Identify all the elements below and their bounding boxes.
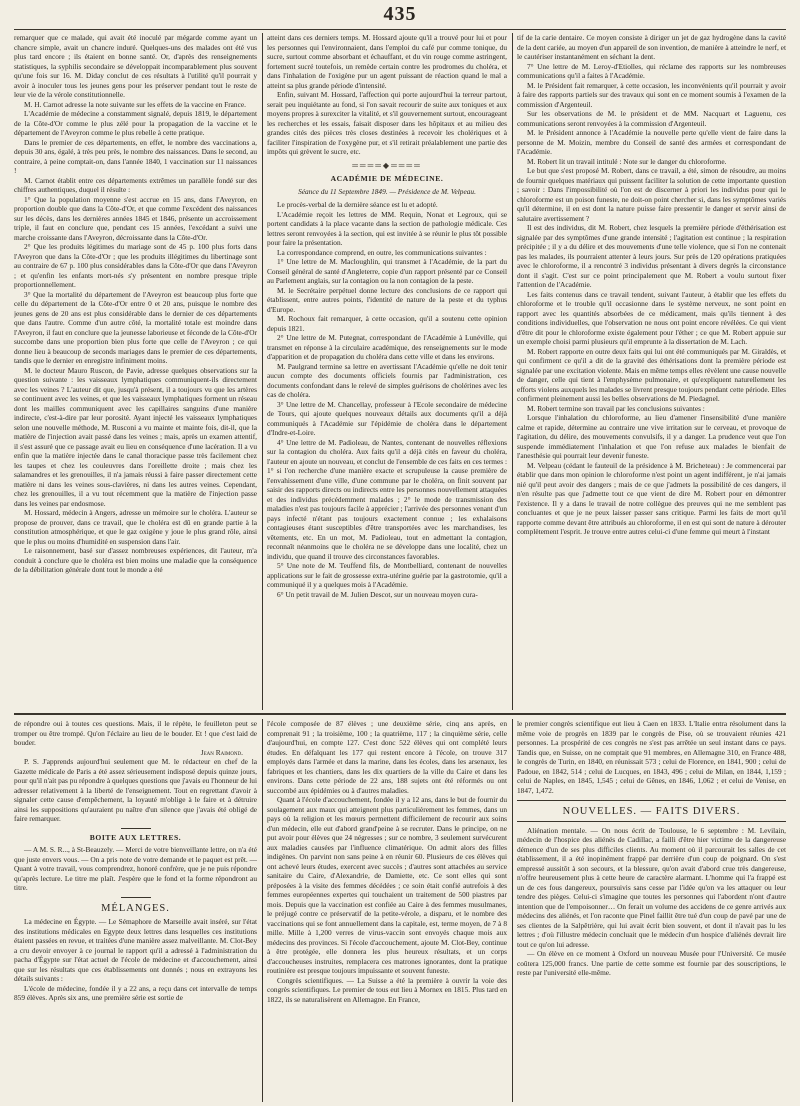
paragraph: Le procès-verbal de la dernière séance est lu et adopté. — [277, 200, 438, 209]
top-rule — [14, 29, 786, 30]
paragraph: M. Carnot établit entre ces départements extrêmes un parallèle fondé sur des chiffres authentiques, duquel il résulte : — [14, 175, 257, 194]
paragraph: P. S. J'apprends aujourd'hui seulement que M. le rédacteur en chef de la Gazette médicale de Paris a été assez sérieusement indisposé depuis quinze jours, pour qu'il n'ait pas pu répondre à quelques questions que j'avais eu l'honneur de lui adresser relativement à la liberté de l'enseignement. Tout en regrettant d'avoir à signaler cette cause d'empêchement, la loyauté m'oblige à le faire et à détruire ainsi les suppositions qu'auraient pu naître d'un silence que j'avais été obligé de faire remarquer. — [14, 757, 257, 823]
paragraph: Dans le premier de ces départements, en effet, le nombre des vaccinations a, depuis 30 ans, égalé, à très peu près, le nombre des naissances. Dans le second, au contraire, à peine comptait-on, dans l'année 1840, 1 vaccination sur 11 naissances ! — [14, 137, 257, 175]
paragraph: M. le Secrétaire perpétuel donne lecture des conclusions de ce rapport qui établissent, entre autres points, l'identité de nature de la peste et du typhus d'Europe. — [267, 285, 507, 314]
paragraph: Le but que s'est proposé M. Robert, dans ce travail, a été, simon de résoudre, au moins de fournir quelques matériaux qui puissent faciliter la solution de cette importante question ; savoir : Dans l'impossibilité où l'on est de discerner à priori les individus pour qui le chloroforme est un poison funeste, ne doit-on point chercher si, dans les symptômes variés qu'il détermine, il en est dont la nature puisse faire pressentir le danger et servir ainsi de salutaire avertissement ? — [517, 166, 786, 223]
paragraph: M. le docteur Mauro Ruscon, de Pavie, adresse quelques observations sur la question suivante : les vaisseaux lymphatiques communiquent-ils directement avec les veines ? L'auteur dit que, jusqu'à présent, il a toujours vu que les artères se continuent avec les veines, et que les vaisseaux lymphatiques forment un réseau dont les mailles communiquent avec les capillaires sanguins d'une manière indirecte, c'est-à-dire par leur porosité. Ayant injecté les vaisseaux lymphatiques selon une nouvelle méthode, M. Rusconi a vu mainte et mainte fois, dit-il, que la matière de l'injection avait passé dans les veines ; mais, après un examen attentif, il s'est assuré que ce passage avait eu lieu en conséquence d'une lacération. Il a vu enfin que la matière injectée dans le canal thoracique passe très facilement chez les taupes et chez les couleuvres dans l'oreillette droite ; mais chez les salamandres et les grenouilles, il n'a jamais réussi à faire passer directement cette matière ni dans les veines sous-clavières, ni dans les autres veines. Cependant, chez les grenouilles, il a vu tout récemment que la matière de l'injection passe dans les veines par endosmose. — [14, 365, 257, 508]
paragraph: 3° Une lettre de M. Chancellay, professeur à l'Ecole secondaire de médecine de Tours, qui ajoute quelques nouveaux détails aux documents qu'il a déjà communiqués à l'Académie sur l'épidémie de choléra dans le département d'Indre-et-Loire. — [267, 399, 507, 437]
page-number: 435 — [383, 3, 417, 25]
paragraph: 7° Une lettre de M. Leroy-d'Etiolles, qui réclame des rapports sur les nombreuses communications qu'il a faites à l'Académie. — [517, 61, 786, 80]
paragraph: Lorsque l'inhalation du chloroforme, au lieu d'amener l'insensibilité d'une manière calme et rapide, détermine au contraire une vive irritation sur le cerveau, et provoque de l'agitation, du délire, des mouvements convulsifs, il y a danger. La prudence veut que l'on suspende immédiatement l'inhalation et que l'on refuse aux malades le bienfait de l'anesthésie qui pourrait leur devenir funeste. — [517, 413, 786, 460]
section-heading-academie: ACADÉMIE DE MÉDECINE. — [330, 174, 444, 183]
paragraph: le premier congrès scientifique eut lieu à Caen en 1833. L'Italie entra résolument dans la même voie de progrès en 1839 par le congrès de Pise, où se trouvaient réunies 421 personnes. La prospérité de ces congrès ne s'est pas arrêtée un seul instant dans ce pays. Tandis que, en Suisse, on ne comptait que 91 membres, en Allemagne 310, en France 488, le congrès de Turin, en 1840, en réunissait 573 ; celui de Florence, en 1841, 900 ; celui de Padoue, en 1842, 514 ; celui de Lucques, en 1843, 496 ; celui de Milan, en 1844, 1,159 ; celui de Naples, en 1845, 1,545 ; celui de Gênes, en 1846, 1,062 ; et celui de Venise, en 1847, 1,472. — [517, 719, 786, 795]
paragraph: L'école de médecine, fondée il y a 22 ans, a reçu dans cet intervalle de temps 859 élèves. Après six ans, une première série est sortie de — [14, 983, 257, 1002]
top-column-2 — [267, 33, 507, 710]
bottom-column-3 — [517, 719, 786, 1102]
paragraph: remarquer que ce malade, qui avait été inoculé par mégarde comme ayant un chancre simple, avait un chancre induré. Quelques-uns des malades ont été vus plus tard encore ; ils étaient en bonne santé. Or, d'après des renseignements statistiques, la syphilis secondaire se développait incomparablement plus souvent qu'une fois sur 16. M. Diday conclut de ces résultats à l'utilité qu'il pourrait y avoir à inoculer tous les jeunes gens pour les préserver pendant tout le reste de leur vie de la vérole constitutionnelle. — [14, 33, 257, 99]
paragraph: M. H. Carnot adresse la note suivante sur les effets de la vaccine en France. — [24, 99, 246, 109]
feuilleton-separator — [14, 713, 786, 715]
paragraph: L'Académie reçoit les lettres de MM. Requin, Nonat et Legroux, qui se portent candidats à la place vacante dans la section de pathologie médicale. Ces lettres seront renvoyées à la section, qui est invitée à se réunir le plus tôt possible pour faire la présentation. — [267, 209, 507, 247]
paragraph: atteint dans ces derniers temps. M. Hossard ajoute qu'il a trouvé pour lui et pour les personnes qui l'environnaient, dans l'emploi du café pur comme tonique, du sucre, surtout comme absorbant et échauffant, et du vin rouge comme astringent, fortement sucré toutefois, un remède certain contre les prodromes du choléra, et dans l'inhalation de l'oxigène pur un agent puissant de réaction quand le mal a atteint sa plus grande période d'intensité. — [267, 33, 507, 90]
paragraph: 6° Un petit travail de M. Julien Descot, sur un nouveau moyen cura- — [277, 589, 478, 599]
paragraph: M. le Président fait remarquer, à cette occasion, les inconvénients qu'il pourrait y avoir à faire des rapports partiels sur des travaux qui sont en ce moment soumis à l'examen de la commission d'Argenteuil. — [517, 80, 786, 109]
paragraph: Il est des individus, dit M. Robert, chez lesquels la première période d'éthérisation est signalée par des symptômes d'une grande intensité ; l'agitation est continue ; la respiration précipitée ; il y a du délire et des mouvements d'une telle violence, que si l'on ne contenait pas les malades, ils pourraient attenter à leurs jours. Sur près de 120 opérations pratiquées avec le chloroforme, il a rencontré 3 individus présentant à divers degrés la circonstance dont il s'agit. C'est sur ce point principalement que M. Robert a voulu surtout fixer l'attention de l'Académie. — [517, 223, 786, 289]
top-column-3 — [517, 33, 786, 710]
seance-line: Séance du 11 Septembre 1849. — Présidence de M. Velpeau. — [298, 186, 476, 196]
paragraph: 1° Que la population moyenne s'est accrue en 15 ans, dans l'Aveyron, en proportion double que dans la Côte-d'Or, et que comme l'excédent des naissances sur les décès, dans les dernières années 1845 et 1846, présente un accroissement triple, il faut en conclure que, pendant ces 15 années, l'excédant a suivi une marche croissante dans l'Aveyron, décroissante dans la Côte-d'Or. — [14, 194, 257, 242]
short-rule — [121, 897, 151, 898]
paragraph: tif de la carie dentaire. Ce moyen consiste à diriger un jet de gaz hydrogène dans la cavité de la dent cariée, au moyen d'un appareil de son invention, de manière à atteindre le nerf, et le cautériser instantanément en séchant la dent. — [517, 33, 786, 61]
paragraph: M. le Président annonce à l'Académie la nouvelle perte qu'elle vient de faire dans la personne de M. Moizin, membre du Conseil de santé des armées et correspondant de l'Académie. — [517, 128, 786, 156]
paragraph: La correspondance comprend, en outre, les communications suivantes : — [277, 247, 487, 257]
paragraph: M. Robert lit un travail intitulé : Note sur le danger du chloroforme. — [527, 156, 727, 166]
section-rule — [517, 821, 786, 822]
section-heading-nouvelles: NOUVELLES. — FAITS DIVERS. — [562, 806, 741, 817]
paragraph: 4° Une lettre de M. Padioleau, de Nantes, contenant de nouvelles réflexions sur la contagion du choléra. Aux faits qu'il a déjà cités en faveur du choléra, l'auteur en ajoute un nouveau, et conclut de l'ensemble de ces faits en ces termes : 1° si l'on recherche d'une manière exacte et scrupuleuse la cause première de l'envahissement d'une ville, d'une commune par le choléra, on finit souvent par saisir des rapports directs ou indirects entre les personnes nouvellement attaquées et des individus précédemment malades ; 2° le mode de transmission des maladies n'est pas toujours facile à apprécier ; l'arrivée des personnes venant d'un pays infecté n'étant pas toujours exactement connue ; les exhalaisons contagieuses étant susceptibles d'être transportées avec les marchandises, les vêtements, etc. En un mot, M. Padioleau, tout en admettant la contagion, reconnaît néanmoins que le choléra ne se développe dans une localité, chez un individu, que quand il trouve des circonstances favorables. — [267, 437, 507, 561]
short-rule — [121, 828, 151, 829]
signature: Jean Raimond. — [200, 747, 243, 757]
paragraph: Sur les observations de M. le président et de MM. Nacquart et Laguenu, ces communications seront renvoyées à la commission d'Argenteuil. — [517, 109, 786, 128]
paragraph: 2° Que les produits légitimes du mariage sont de 45 p. 100 plus forts dans l'Aveyron que dans la Côte-d'Or ; que les produits illégitimes du libertinage sont au contraire de 67 p. 100 plus considérables dans la Côte-d'Or que dans l'Aveyron ; et qu'enfin les enfants mort-nés s'y présentent en nombre presque triple proportionnellement. — [14, 242, 257, 289]
paragraph: 2° Une lettre de M. Putegnat, correspondant de l'Académie à Lunéville, qui transmet en réponse à la circulaire académique, des renseignements sur le mode d'apparition et de propagation du choléra dans cette ville et dans les environs. — [267, 333, 507, 361]
ornament-divider: ════◆════ — [352, 160, 422, 170]
paragraph: — A M. S. R..., à St-Beauzely. — Merci de votre bienveillante lettre, on n'a été que juste envers vous. — On a pris note de votre demande et le paquet est prêt. — Quant à votre travail, vous comprendrez, honoré confrère, que je ne puis répondre qu'après lecture. Le titre me plaît. J'espère que le fond et la forme répondront au titre. — [14, 845, 257, 892]
paragraph: 3° Que la mortalité du département de l'Aveyron est beaucoup plus forte que celle du département de la Côte-d'Or entre 0 et 20 ans, puisque le nombre des jeunes gens de 20 ans est plus considérable dans le dernier de ces départements que dans l'autre. Comme d'un autre côté, la mortalité totale est moindre dans l'Aveyron, il faut en conclure que la jeunesse laborieuse et féconde de la Côte-d'Or succombe dans une proportion bien plus forte que celle de l'Aveyron ; ce qui donne lieu à beaucoup de seconds mariages dans le premier de ces départements, tandis que le dernier en enregistre infiniment moins. — [14, 289, 257, 365]
paragraph: 5° Une note de M. Teuffend fils, de Montbelliard, contenant de nouvelles applications sur le fait de grossesse extra-utérine guérie par la gastrotomie, qu'il a communiqué il y a quelques mois à l'Académie. — [267, 561, 507, 589]
paragraph: Les faits contenus dans ce travail tendent, suivant l'auteur, à établir que les effets du chloroforme et le trouble qu'il occasionne dans le système nerveux, ne sont point en rapport avec les quantités absorbées de ce médicament, mais qu'ils tiennent à des conditions individuelles, que l'observation ne nous ont point encore révélées. Ce qui vient d'être dit pour le chloroforme existe également pour l'éther ; ce que M. Robert appuie sur un exemple choisi parmi plusieurs qu'il emprunte à la dissertation de M. Lach. — [517, 289, 786, 346]
paragraph: M. Rochoux fait remarquer, à cette occasion, qu'il a soutenu cette opinion depuis 1821. — [267, 314, 507, 333]
paragraph: — On élève en ce moment à Oxford un nouveau Musée pour l'Université. Ce musée coûtera 125,000 francs. Une partie de cette somme est fournie par des souscriptions, le reste par l'université elle-même. — [517, 949, 786, 977]
paragraph: 1° Une lettre de M. Macloughlin, qui transmet à l'Académie, de la part du Conseil général de santé d'Angleterre, copie d'un rapport présenté par ce Conseil au Parlement anglais, sur la contagion ou la non contagion de la peste. — [267, 257, 507, 285]
column-divider — [262, 719, 263, 1102]
column-divider — [512, 719, 513, 1102]
section-rule — [517, 800, 786, 801]
paragraph: M. Paulgrand termine sa lettre en avertissant l'Académie qu'elle ne doit tenir aucun compte des documents officiels fournis par l'administration, ces documents confondant dans le relevé de simples guérisons de cholérines avec les cas de choléra. — [267, 361, 507, 399]
paragraph: Congrès scientifiques. — La Suisse a été la première à ouvrir la voie des congrès scientifiques. Le premier de tous eut lieu à Mornex en 1815. Plus tard en 1822, ils se naturalisèrent en Allemagne. En France, — [267, 975, 507, 1004]
paragraph: Le raisonnement, basé sur d'assez nombreuses expériences, dit l'auteur, m'a conduit à conclure que le choléra est bien moins une maladie que la conséquence de la débilitation générale dont tout le monde a été — [14, 546, 257, 574]
column-divider — [512, 33, 513, 710]
paragraph: M. Velpeau (cédant le fauteuil de la présidence à M. Bricheteau) : Je commencerai par établir que dans mon opinion le chloroforme n'est point un agent indifférent, je n'ai jamais nié qu'il peut avoir des dangers ; mais de ce que j'admets la possibilité de ces dangers, il n'en résulte pas que j'admette tout ce que vient de dire M. Robert pour en démontrer l'existence. Il y a dans le travail de notre collègue des preuves qui ne me semblent pas concluantes et que je ne peux laisser passer sans critique. Parmi les faits de mort qu'il rapporte comme devant être attribués au chloroforme, il en est qui sont de nature à dérouter complètement l'esprit. Je trouve entre autres celui-ci d'une femme qui meurt à l'instant — [517, 460, 786, 536]
paragraph: l'école composée de 87 élèves ; une deuxième série, cinq ans après, en comprenait 91 ; la troisième, 100 ; la quatrième, 117 ; la cinquième série, celle d'aujourd'hui, en compte 127. C'est donc 522 élèves qui ont complété leurs études. En défalquant les 177 qui restent encore à l'école, on trouve 317 employés dans l'armée et dans la marine, dans les écoles, dans les arsenaux, les fabriques et les chantiers, dans les dix quartiers de la ville du Caire et dans les environs. Dans cette période de 22 ans, 188 sujets ont été réformés ou ont succombé aux épidémies ou à d'autres maladies. — [267, 719, 507, 795]
paragraph: de répondre oui à toutes ces questions. Mais, il le répète, le feuilleton peut se tromper ou être trompé. Qu'on l'éclaire au lieu de le bouder. Et ! que c'est laid de bouder. — [14, 719, 257, 747]
paragraph: L'Académie de médecine a constamment signalé, depuis 1819, le département de la Côte-d'Or comme le plus zélé pour la propagation de la vaccine et le département de l'Aveyron comme le plus rebelle à cette pratique. — [14, 109, 257, 137]
paragraph: Quant à l'école d'accouchement, fondée il y a 12 ans, dans le but de fournir du soulagement aux maux qui atteignent plus particulièrement les femmes, dans un pays où la religion et les mœurs permettent difficilement de recourir aux soins d'un médecin, elle eut d'abord grand'peine à se recruter. Dans le principe, on ne put avoir pour élèves que 24 négresses ; sur ce nombre, 3 seulement survécurent aux maladies causées par l'influence climatérique. On admit alors des filles indigènes. On parvint non sans peine à en réunir 60. Plusieurs de ces élèves qui ont achevé leurs études, exercent avec succès ; d'autres sont attachées au service sanitaire du Caire, d'Alexandrie, de Damiette, etc. Ce sont elles qui sont préposées à la visite des femmes décédées ; ce soin était confié autrefois à des femmes européennes expertes qui touchaient un traitement de 500 piastres par mois. Depuis que la vaccination est confiée au Caire à des femmes musulmanes, le préjugé contre ce préservatif de la petite-vérole, a disparu, et le nombre des vaccinations qui se font annuellement dans la capitale, est, terme moyen, de 7 à 8 mille. Mille à 1,200 verres de virus-vaccin sont envoyés chaque mois aux médecins des provinces. Si l'école d'accouchement, ajoute M. Clot-Bey, continue à être protégée, elle donnera les plus heureux résultats, et un corps d'accoucheuses instruites, remplacera ces matrones ignorantes, dont la pratique routinière est presque toujours impuissante et souvent funeste. — [267, 795, 507, 975]
top-column-1 — [14, 33, 257, 710]
paragraph: M. Robert termine son travail par les conclusions suivantes : — [527, 403, 705, 413]
bottom-column-2 — [267, 719, 507, 1102]
bottom-column-1 — [14, 719, 257, 1102]
paragraph: Enfin, suivant M. Hossard, l'affection qui porte aujourd'hui la terreur partout, serait peu inquiétante au fond, si l'on savait recourir de suite aux toniques et aux moyens propres à surexciter la vitalité, et s'il gouvernement surtout, encourageant les recherches et les essais, faisait disposer dans les hôpitaux et au milieu des grandes cités des pièces très closes destinées à recevoir les cholériques et à faciliter l'inspiration de l'oxygène pur, et s'il retirait préalablement une partie des impôts qui grèvent le sucre, etc. — [267, 90, 507, 156]
paragraph: Aliénation mentale. — On nous écrit de Toulouse, le 6 septembre : M. Levilain, médecin de l'hospice des aliénés de Cadillac, a failli d'être hier victime de la dangereuse démence d'un de ses plus difficiles clients. Au moment où il parcourait les salles de cet établissement, il a été inopinément frappé par derrière d'un coup de poignard. On s'est empressé aussitôt à son secours, et la blessure, qu'on avait d'abord crue très dangereuse, n'offre heureusement plus à cette heure de caractère alarmant. L'homme qui l'a frappé est un de ces fous dangereux, poursuivis sans cesse par l'idée qu'on va les attaquer ou leur tendre des pièges. Celui-ci s'imagine que toutes les personnes qui l'abordent n'ont d'autre intention que de l'empoisonner… On ferait un volume des accidens de ce genre arrivés aux médecins des aliénés, et l'on raconte que Pinel faillit être tué d'un coup de pavé par une de ses clientes de la Salpêtrière, qui lui avait écrit bien souvent, et dont il n'avait pas lu les lettres ; d'où l'illustre médecin concluait que le médecin d'un hospice d'aliénés devrait lire tout ce qu'on lui adresse. — [517, 825, 786, 949]
section-heading-boite: BOITE AUX LETTRES. — [89, 832, 182, 842]
paragraph: M. Hossard, médecin à Angers, adresse un mémoire sur le choléra. L'auteur se propose de prouver, dans ce travail, que le choléra est dû en grande partie à la constitution atmosphérique, et que le gaz oxigène y joue le plus grand rôle, ainsi que le plus ou moins d'humidité en suspension dans l'air. — [14, 508, 257, 546]
section-heading-melanges: MÉLANGES. — [101, 902, 170, 914]
column-divider — [262, 33, 263, 710]
paragraph: La médecine en Égypte. — Le Sémaphore de Marseille avait inséré, sur l'état des institutions médicales en Egypte deux lettres dans lesquelles ces institutions étaient passées en revue, et traitées d'une manière assez malveillante. M. Clot-Bey a cru devoir envoyer à ce journal le rapport qu'il a adressé à l'administration du pacha d'Égypte sur l'état actuel de l'école de médecine et d'accouchement, ainsi que sur les résultats que ces établissements ont donnés ; nous en extrayons les détails suivants : — [14, 917, 257, 983]
paragraph: M. Robert rapporte en outre deux faits qui lui ont été communiqués par M. Giraldès, et qui confirment ce qu'il a dit de la gravité des éthérisations dont la première période est signalée par une excitation violente. Mais en même temps elles révèlent une cause nouvelle de danger, celle qui tient à l'emphysème pulmonaire, et qu'expliquent naturellement les efforts violens auxquels les malades se livrent presque toujours pendant cette période. Elles confirment pleinement aussi les belles observations de M. Piedagnel. — [517, 346, 786, 403]
